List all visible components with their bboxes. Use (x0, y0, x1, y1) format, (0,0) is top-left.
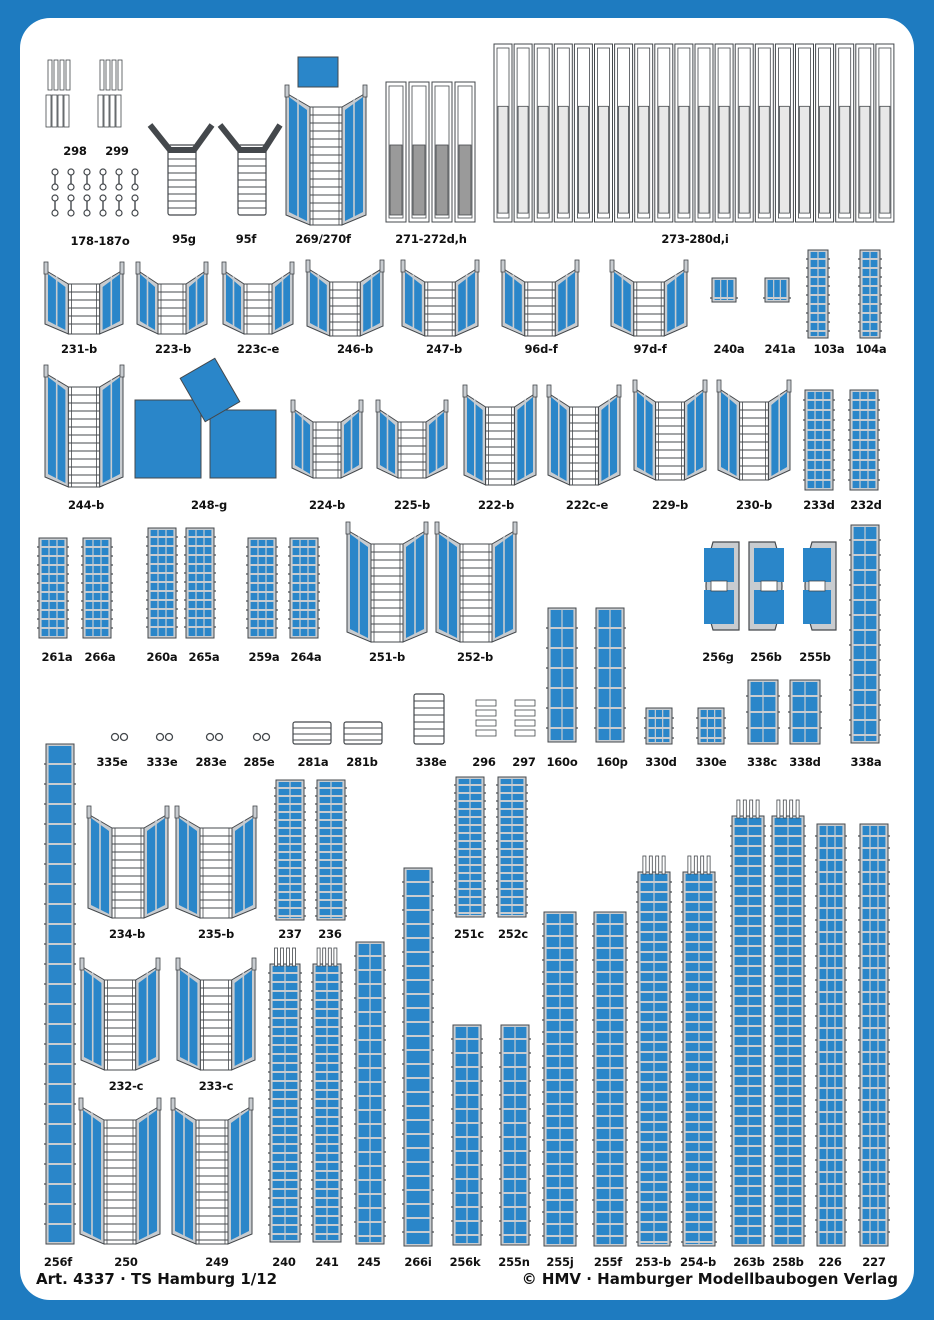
part-label: 266i (404, 1255, 432, 1269)
part-label: 225-b (393, 498, 431, 512)
part-label: 265a (188, 650, 220, 664)
part-label: 253-b (634, 1255, 672, 1269)
part-label: 247-b (425, 342, 463, 356)
part-label: 223c-e (236, 342, 280, 356)
part-273-280d-i (494, 44, 894, 222)
part-label: 263b (733, 1255, 765, 1269)
part-label: 248-g (190, 498, 228, 512)
part-label: 244-b (67, 498, 105, 512)
part-271-272d-h (386, 82, 475, 222)
part-label: 222c-e (565, 498, 609, 512)
row3-parts (44, 358, 880, 490)
part-label: 251-b (368, 650, 406, 664)
part-label: 178-187o (70, 234, 130, 248)
part-label: 254-b (679, 1255, 717, 1269)
footer-publisher: © HMV · Hamburger Modellbaubogen Verlag (521, 1270, 898, 1288)
part-label: 231-b (60, 342, 98, 356)
part-label: 338d (789, 755, 821, 769)
part-label: 256g (702, 650, 734, 664)
lower-parts (44, 744, 890, 1246)
part-label: 96d-f (524, 342, 558, 356)
part-label: 298 (63, 144, 87, 158)
part-label: 240 (272, 1255, 296, 1269)
part-label: 237 (278, 927, 302, 941)
part-label: 261a (41, 650, 73, 664)
part-label: 255b (799, 650, 831, 664)
part-label: 330e (695, 755, 727, 769)
part-label: 95g (172, 232, 196, 246)
part-label: 333e (146, 755, 178, 769)
part-298-299 (46, 60, 122, 127)
part-label: 252c (497, 927, 529, 941)
part-label: 230-b (735, 498, 773, 512)
part-label: 223-b (154, 342, 192, 356)
part-label: 281a (297, 755, 329, 769)
part-label: 249 (205, 1255, 229, 1269)
row2-parts (44, 250, 882, 338)
part-label: 233d (803, 498, 835, 512)
row5-small (112, 680, 823, 744)
part-95g (150, 125, 212, 215)
part-label: 330d (645, 755, 677, 769)
part-label: 264a (290, 650, 322, 664)
part-label: 97d-f (633, 342, 667, 356)
parts-sheet (20, 18, 914, 1300)
part-label: 256k (449, 1255, 481, 1269)
part-label: 236 (318, 927, 342, 941)
footer-article: Art. 4337 · TS Hamburg 1/12 (36, 1270, 278, 1288)
part-label: 335e (96, 755, 128, 769)
part-label: 95f (235, 232, 257, 246)
part-label: 224-b (308, 498, 346, 512)
part-label: 296 (472, 755, 496, 769)
part-label: 256b (750, 650, 782, 664)
part-label: 222-b (477, 498, 515, 512)
part-label: 258b (772, 1255, 804, 1269)
part-label: 103a (813, 342, 845, 356)
part-label: 226 (818, 1255, 842, 1269)
part-label: 255j (546, 1255, 574, 1269)
part-label: 233-c (198, 1079, 234, 1093)
part-label: 259a (248, 650, 280, 664)
part-label: 285e (243, 755, 275, 769)
part-label: 104a (855, 342, 887, 356)
part-label: 229-b (651, 498, 689, 512)
part-label: 241a (764, 342, 796, 356)
part-label: 241 (315, 1255, 339, 1269)
part-label: 250 (114, 1255, 138, 1269)
part-label: 299 (105, 144, 129, 158)
part-label: 255n (498, 1255, 530, 1269)
part-label: 283e (195, 755, 227, 769)
part-label: 256f (43, 1255, 73, 1269)
part-label: 251c (453, 927, 485, 941)
part-label: 232d (850, 498, 882, 512)
part-label: 338a (850, 755, 882, 769)
part-178-187o (52, 169, 138, 216)
part-label: 297 (512, 755, 536, 769)
part-label: 246-b (336, 342, 374, 356)
part-269-270f (285, 57, 367, 225)
part-label: 245 (357, 1255, 381, 1269)
part-label: 232-c (108, 1079, 144, 1093)
part-label: 266a (84, 650, 116, 664)
part-label: 338c (746, 755, 778, 769)
part-label: 252-b (456, 650, 494, 664)
part-label: 260a (146, 650, 178, 664)
part-label: 234-b (108, 927, 146, 941)
part-label: 227 (862, 1255, 886, 1269)
part-label: 160o (546, 755, 578, 769)
part-label: 160p (596, 755, 628, 769)
part-label: 338e (415, 755, 447, 769)
part-95f (220, 125, 280, 215)
part-label: 271-272d,h (395, 232, 467, 246)
part-label: 273-280d,i (661, 232, 729, 246)
part-label: 281b (346, 755, 378, 769)
part-label: 235-b (197, 927, 235, 941)
part-label: 240a (713, 342, 745, 356)
part-label: 255f (593, 1255, 623, 1269)
part-label: 269/270f (295, 232, 351, 246)
